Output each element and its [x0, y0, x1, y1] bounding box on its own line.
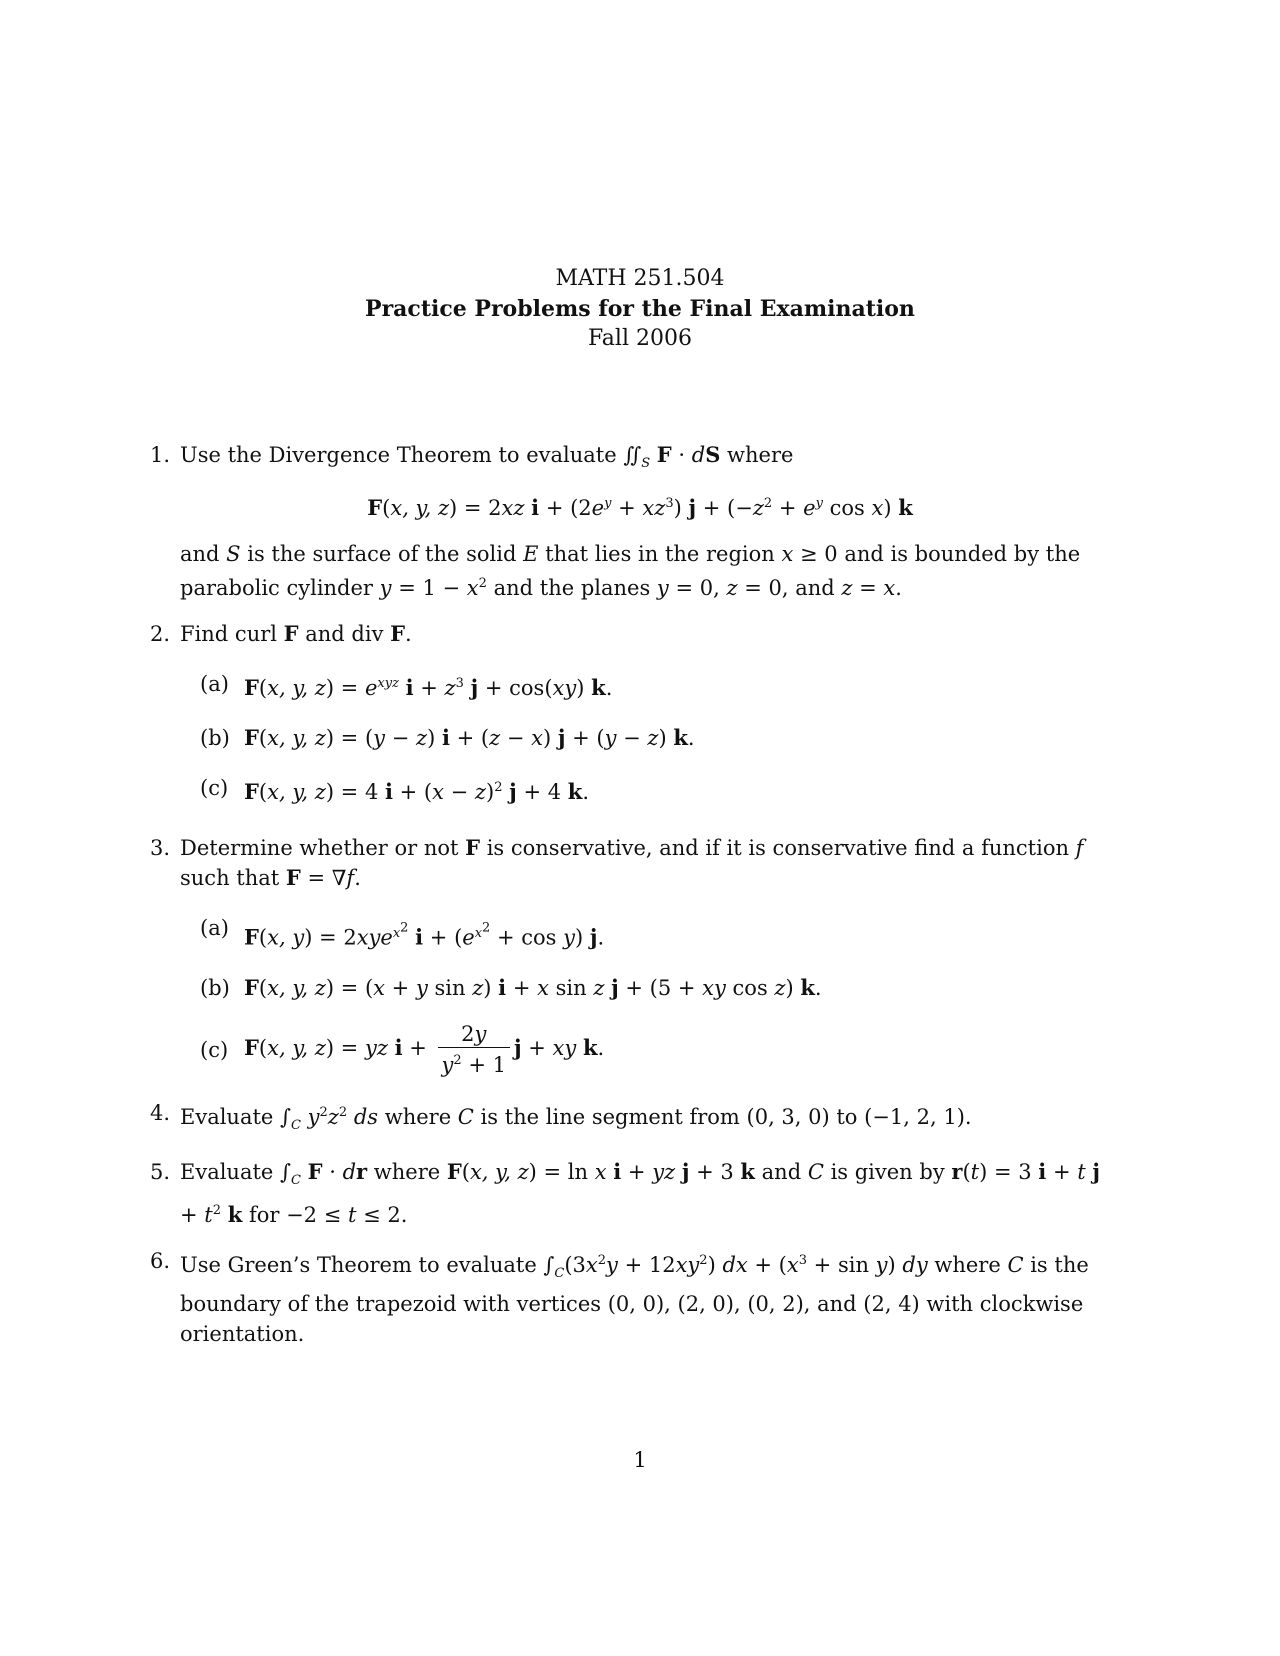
problem-3 — [150, 833, 1100, 1077]
part-label: (c) — [200, 776, 229, 801]
part-c: (c) F(x, y, z) = 4 $i + (x - z)^2$ j + 4 k. — [200, 773, 1100, 807]
part-label: (c) — [200, 1037, 229, 1062]
term: Fall 2006 — [588, 326, 692, 351]
part-label: (a) — [200, 672, 229, 697]
part-label: (b) — [200, 975, 230, 1000]
page-number: 1 — [633, 1448, 647, 1472]
problem-number: 2. — [150, 622, 171, 647]
problem-display-equation: F(x, y, z) = 2xz $i + (2e^y + xz^3) j + (-z^2 + e^y$ cos x) k — [367, 495, 913, 521]
problem-text-continued: and S is the surface of the solid E that lies in the region x ≥ 0 and is bounded by the parabolic cylinder $y = 1 - x^2$ and the planes y = 0, z = 0, and z = x. — [180, 542, 1081, 601]
problem-1 — [150, 440, 1100, 603]
part-label: (a) — [200, 916, 229, 941]
document-header — [0, 264, 1280, 354]
part-label: (b) — [200, 726, 230, 751]
problem-text: Determine whether or not F is conservative, and if it is conservative find a function f such that F = ∇f. — [180, 835, 1084, 891]
problem-4 — [150, 1098, 1100, 1141]
problem-text: Find curl F and div F. — [180, 621, 412, 647]
course-title: MATH 251.504 — [555, 266, 725, 291]
part-c: (c) F(x, y, z) = yz i + $\frac{2y}{y^2 + 1}$ j + xy k. — [200, 1021, 605, 1077]
part-a: (a) F(x, y, $z) = e^{xyz}$ $i + z^3$ j + cos(xy) k. — [200, 669, 1100, 703]
problem-5 — [150, 1157, 1100, 1230]
fraction: $\frac{2y}{y^2 + 1}$ — [438, 1021, 510, 1078]
problem-number: 5. — [150, 1159, 171, 1184]
problem-text: Evaluate $\int_C$ $y^2z^2$ ds where C is the line segment from (0, 3, 0) to (−1, 2, 1). — [180, 1104, 972, 1133]
problem-text: Use Green’s Theorem to evaluate $\int_C(3x^2y + 12xy^2)$ dx + $(x^3 + \sin y)$ dy where C is the boundary of the trapezoid with vertices (0, 0), (2, 0), (0, 2), and (2, 4) with clockwise orientation. — [180, 1252, 1089, 1347]
part-a: (a) F(x, y) = 2xye$^{x^2}$ $i + (e^{x^2} + \cos y)$ j. — [200, 913, 1100, 952]
problem-number: 4. — [150, 1100, 171, 1125]
problem-number: 3. — [150, 836, 171, 861]
part-b: (b) F(x, y, z) = (y − z) i + (z − x) j + (y − z) k. — [200, 723, 1100, 753]
problem-6 — [150, 1246, 1100, 1349]
part-b: (b) F(x, y, z) = (x + y sin z) i + x sin z j + (5 + xy cos z) k. — [200, 973, 1100, 1003]
problem-2 — [150, 619, 1100, 807]
problem-number: 1. — [150, 443, 171, 467]
problem-text: Use the Divergence Theorem to evaluate $∬_S$ F · dS where — [180, 442, 794, 472]
document-title: Practice Problems for the Final Examination — [365, 296, 915, 322]
problem-number: 6. — [150, 1248, 171, 1273]
problem-list — [150, 440, 1100, 1365]
problem-text: Evaluate $\int_C$ F · dr where F(x, y, z) = ln x i + yz j + 3 k and C is given by r(t) = 3 i + t $j + t^2$ k for −2 ≤ t ≤ 2. — [180, 1158, 1100, 1227]
